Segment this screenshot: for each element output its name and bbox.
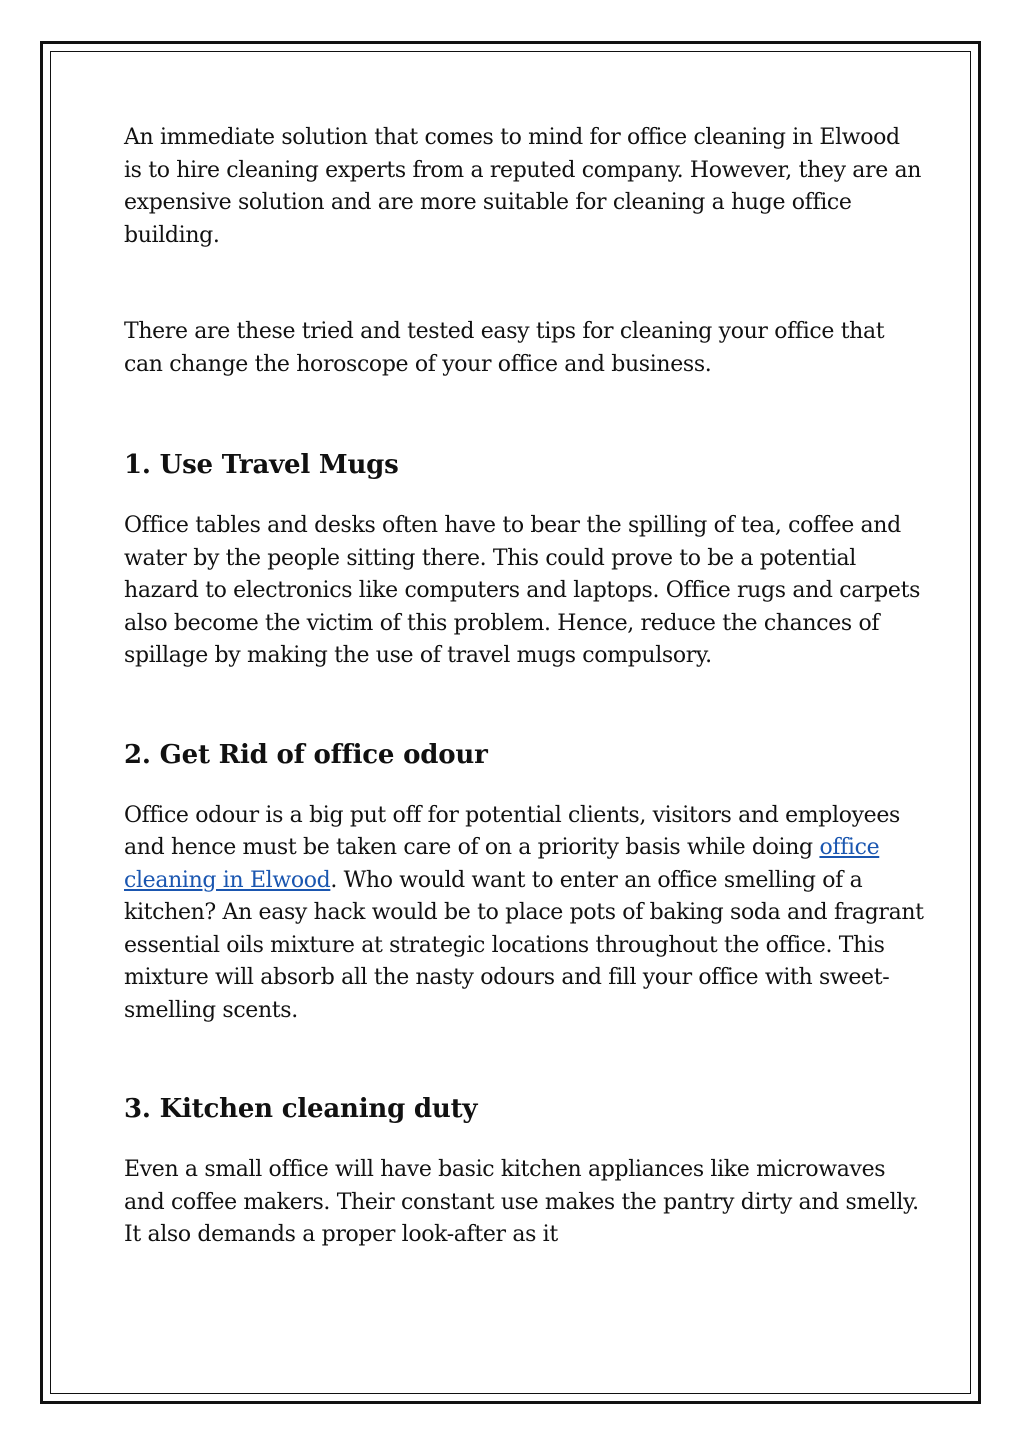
section-body-travel-mugs: Office tables and desks often have to bear the spilling of tea, coffee and water by the people sitting there. This could prove to be a potential hazard to electronics like computers and laptops. Office rugs and carpets also become the victim of this problem. Hence, reduce the chances of spillage by making the use of travel mugs compulsory.	[124, 513, 921, 668]
document-content	[124, 122, 924, 1252]
office-cleaning-elwood-link[interactable]: office cleaning in Elwood	[124, 835, 880, 893]
odour-text-before-link: Office odour is a big put off for potential clients, visitors and employees and hence must be taken care of on a priority basis while doing	[124, 802, 900, 860]
section-heading-kitchen-cleaning: 3. Kitchen cleaning duty	[124, 1094, 478, 1124]
section-body-office-odour	[124, 800, 924, 1028]
section-heading-office-odour: 2. Get Rid of office odour	[124, 739, 488, 770]
section-body-kitchen-cleaning: Even a small office will have basic kitchen appliances like microwaves and coffee makers. Their constant use makes the pantry dirty and smelly. It also demands a proper look-after as it	[124, 1157, 919, 1247]
intro-paragraph: An immediate solution that comes to mind for office cleaning in Elwood is to hire cleaning experts from a reputed company. However, they are an expensive solution and are more suitable for cleaning a huge office building.	[124, 125, 922, 248]
tips-paragraph: There are these tried and tested easy tips for cleaning your office that can change the horoscope of your office and business.	[124, 319, 885, 377]
section-heading-travel-mugs: 1. Use Travel Mugs	[124, 450, 399, 480]
odour-text-after-link: . Who would want to enter an office smelling of a kitchen? An easy hack would be to place pots of baking soda and fragrant essential oils mixture at strategic locations throughout the office. This mixture will absorb all the nasty odours and fill your office with sweet-smelling scents.	[124, 867, 924, 1023]
